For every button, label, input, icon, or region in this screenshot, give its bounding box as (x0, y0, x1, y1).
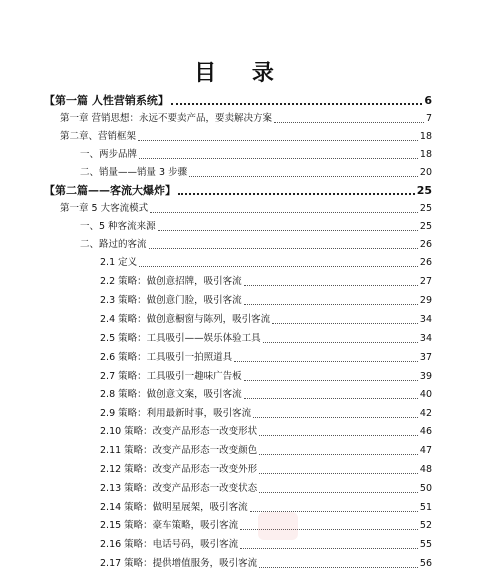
toc-page-number: 42 (419, 408, 432, 419)
dot-leader (274, 122, 424, 123)
toc-entry-title: 【第一篇 人性营销系统】 (44, 94, 169, 107)
toc-page-number: 56 (419, 558, 432, 569)
toc-entry-title: 2.16 策略：电话号码，吸引客流 (100, 539, 239, 550)
toc-entry-title: 2.7 策略：工具吸引一趣味广告板 (100, 371, 242, 382)
toc-entry[interactable] (100, 423, 432, 439)
toc-page-number: 18 (419, 149, 432, 160)
toc-entry-title: 2.12 策略：改变产品形态一改变外形 (100, 464, 258, 475)
toc-entry[interactable] (100, 311, 432, 327)
toc-entry-title: 2.13 策略：改变产品形态一改变状态 (100, 483, 258, 494)
toc-entry[interactable] (100, 555, 432, 571)
toc-entry-title: 2.10 策略：改变产品形态一改变形状 (100, 426, 258, 437)
toc-entry[interactable] (60, 200, 432, 216)
dot-leader (150, 212, 418, 213)
toc-entry[interactable] (80, 164, 432, 180)
toc-entry[interactable] (100, 405, 432, 421)
toc-entry-title: 2.17 策略：提供增值服务，吸引客流 (100, 558, 258, 569)
toc-entry[interactable] (80, 236, 432, 252)
toc-part-entry[interactable] (44, 92, 432, 108)
dot-leader (139, 158, 418, 159)
dot-leader (244, 304, 418, 305)
dot-leader (234, 361, 418, 362)
toc-page-number: 25 (419, 221, 432, 232)
watermark-stamp (258, 512, 298, 540)
toc-entry-title: 2.4 策略：做创意橱窗与陈列，吸引客流 (100, 314, 271, 325)
dot-leader (272, 323, 418, 324)
toc-entry-title: 2.14 策略：做明星展架，吸引客流 (100, 502, 248, 513)
toc-entry[interactable] (100, 330, 432, 346)
toc-page-number: 34 (419, 333, 432, 344)
toc-page-number: 25 (416, 184, 432, 197)
toc-page-number: 25 (419, 203, 432, 214)
dot-leader (263, 342, 418, 343)
toc-entry-title: 【第二篇——客流大爆炸】 (44, 184, 176, 197)
toc-entry-title: 2.5 策略：工具吸引——娱乐体验工具 (100, 333, 261, 344)
toc-entry[interactable] (100, 461, 432, 477)
toc-entry[interactable] (60, 128, 432, 144)
toc-page-number: 46 (419, 426, 432, 437)
dot-leader (259, 492, 418, 493)
toc-entry-title: 二、路过的客流 (80, 239, 147, 250)
dot-leader (171, 103, 423, 105)
toc-page-number: 55 (419, 539, 432, 550)
dot-leader (139, 266, 418, 267)
toc-entry-title: 二、销量——销量 3 步骤 (80, 167, 188, 178)
toc-entry-title: 一、两步品牌 (80, 149, 138, 160)
dot-leader (138, 140, 418, 141)
toc-page-number: 34 (419, 314, 432, 325)
toc-entry[interactable] (100, 254, 432, 270)
toc-entry[interactable] (60, 110, 432, 126)
toc-page-number: 40 (419, 389, 432, 400)
toc-part-entry[interactable] (44, 182, 432, 198)
toc-entry-title: 一、5 种客流来源 (80, 221, 156, 232)
toc-page-number: 29 (419, 295, 432, 306)
toc-page-number: 6 (424, 94, 432, 107)
toc-page-number: 52 (419, 520, 432, 531)
toc-entry-title: 2.9 策略：利用最新时事，吸引客流 (100, 408, 252, 419)
toc-entry-title: 第一章 营销思想：永远不要卖产品，要卖解决方案 (60, 113, 273, 124)
toc-entry[interactable] (100, 386, 432, 402)
dot-leader (244, 380, 418, 381)
dot-leader (259, 473, 418, 474)
toc-entry-title: 第一章 5 大客流模式 (60, 203, 149, 214)
toc-entry-title: 2.3 策略：做创意门脸，吸引客流 (100, 295, 242, 306)
toc-page-number: 18 (419, 131, 432, 142)
dot-leader (259, 435, 418, 436)
dot-leader (244, 398, 418, 399)
toc-entry[interactable] (100, 349, 432, 365)
toc-entry[interactable] (80, 146, 432, 162)
toc-entry-title: 第二章、营销框架 (60, 131, 137, 142)
toc-page-number: 48 (419, 464, 432, 475)
toc-page-number: 37 (419, 352, 432, 363)
toc-entry-title: 2.11 策略：改变产品形态一改变颜色 (100, 445, 258, 456)
dot-leader (253, 417, 418, 418)
toc-page-number: 39 (419, 371, 432, 382)
toc-entry[interactable] (100, 480, 432, 496)
toc-entry[interactable] (80, 218, 432, 234)
toc-entry[interactable] (100, 292, 432, 308)
toc-entry[interactable] (100, 273, 432, 289)
toc-entry-title: 2.1 定义 (100, 257, 138, 268)
toc-page-number: 47 (419, 445, 432, 456)
dot-leader (259, 454, 418, 455)
toc-page-number: 51 (419, 502, 432, 513)
toc-page-number: 27 (419, 276, 432, 287)
toc-entry-title: 2.8 策略：做创意文案，吸引客流 (100, 389, 242, 400)
dot-leader (240, 548, 418, 549)
toc-entry-title: 2.2 策略：做创意招牌，吸引客流 (100, 276, 242, 287)
toc-page-number: 7 (425, 113, 432, 124)
toc-entry[interactable] (100, 368, 432, 384)
dot-leader (259, 567, 418, 568)
toc-entry[interactable] (100, 442, 432, 458)
toc-entry-title: 2.15 策略：豪车策略，吸引客流 (100, 520, 239, 531)
toc-page-number: 26 (419, 239, 432, 250)
page-title: 目 录 (194, 61, 288, 86)
dot-leader (158, 230, 418, 231)
toc-page-number: 26 (419, 257, 432, 268)
toc-page-number: 50 (419, 483, 432, 494)
dot-leader (149, 248, 418, 249)
dot-leader (178, 193, 415, 195)
toc-page-number: 20 (419, 167, 432, 178)
dot-leader (189, 176, 418, 177)
dot-leader (244, 285, 418, 286)
toc-entry-title: 2.6 策略：工具吸引一拍照道具 (100, 352, 233, 363)
